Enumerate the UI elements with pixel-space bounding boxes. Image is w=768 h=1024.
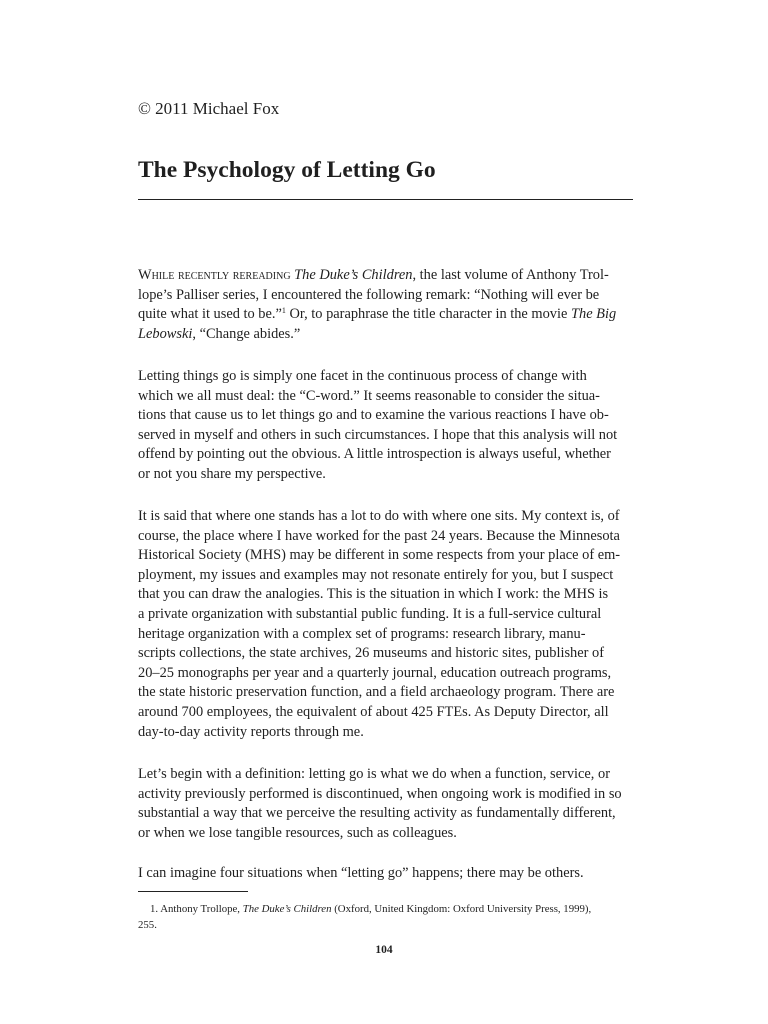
movie-title: The Big — [571, 306, 617, 323]
body-line: quite what it used to be.”$^1$ Or, to paraphrase the title character in the movie The Big — [138, 306, 617, 323]
movie-title: Lebowski — [138, 325, 193, 342]
page-number: 104 — [375, 944, 393, 956]
body-line: served in myself and others in such circumstances. I hope that this analysis will not — [138, 426, 618, 443]
body-line: scripts collections, the state archives, 26 museums and historic sites, publisher of — [138, 645, 605, 662]
body-line: Historical Society (MHS) may be different in some respects from your place of em- — [138, 547, 621, 564]
copyright-notice: © 2011 Michael Fox — [138, 99, 280, 118]
body-line: It is said that where one stands has a lot to do with where one sits. My context is, of — [138, 508, 620, 524]
body-line: substantial a way that we perceive the resulting activity as fundamentally different, — [138, 805, 616, 822]
body-line: that you can draw the analogies. This is the situation in which I work: the MHS is — [138, 586, 609, 603]
footnote-number: 1. — [150, 903, 159, 915]
body-line: I can imagine four situations when “letting go” happens; there may be others. — [138, 865, 584, 881]
body-line: Lebowski, “Change abides.” — [138, 325, 301, 342]
body-line: a private organization with substantial public funding. It is a full-service cultural — [138, 605, 602, 622]
small-caps-lead-in: While recently rereading — [138, 267, 291, 283]
body-line: Let’s begin with a definition: letting go is what we do when a function, service, or — [138, 766, 610, 782]
paragraph-5 — [138, 864, 638, 884]
body-line: Letting things go is simply one facet in the continuous process of change with — [138, 368, 587, 384]
body-line: or not you share my perspective. — [138, 465, 326, 482]
footnote — [138, 901, 638, 933]
body-line: offend by pointing out the obvious. A little introspection is always useful, whether — [138, 446, 611, 463]
body-line: activity previously performed is discontinued, when ongoing work is modified in so — [138, 785, 622, 802]
footnote-divider — [138, 891, 248, 892]
paragraph-1 — [138, 266, 638, 344]
body-line: course, the place where I have worked for the past 24 years. Because the Minnesota — [138, 527, 620, 544]
footnote-line: 1. Anthony Trollope, The Duke’s Children (Oxford, United Kingdom: Oxford University Press, 1999), — [150, 903, 592, 915]
body-line: tions that cause us to let things go and to examine the various reactions I have ob- — [138, 407, 609, 424]
body-line: heritage organization with a complex set of programs: research library, manu- — [138, 625, 586, 642]
article-title: The Psychology of Letting Go — [138, 157, 436, 183]
body-line: which we all must deal: the “C-word.” It seems reasonable to consider the situa- — [138, 387, 600, 404]
body-line: While recently rereading The Duke’s Children, the last volume of Anthony Trol- — [138, 267, 609, 283]
paragraph-4 — [138, 765, 638, 843]
book-title: The Duke’s Children — [294, 267, 413, 283]
body-line: or when we lose tangible resources, such as colleagues. — [138, 824, 457, 841]
footnote-ref: 1 — [281, 306, 286, 316]
footnote-line: 255. — [138, 919, 157, 931]
paragraph-2 — [138, 367, 638, 485]
body-line: the state historic preservation function, and a field archaeology program. There are — [138, 684, 615, 701]
title-divider — [138, 199, 633, 200]
body-line: lope’s Palliser series, I encountered the following remark: “Nothing will ever be — [138, 286, 600, 303]
body-line: day-to-day activity reports through me. — [138, 723, 364, 740]
body-line: ployment, my issues and examples may not resonate entirely for you, but I suspect — [138, 566, 614, 583]
body-line: 20–25 monographs per year and a quarterly journal, education outreach programs, — [138, 664, 612, 681]
body-line: around 700 employees, the equivalent of about 425 FTEs. As Deputy Director, all — [138, 703, 609, 720]
cited-work-title: The Duke’s Children — [242, 903, 332, 915]
paragraph-3 — [138, 507, 638, 742]
